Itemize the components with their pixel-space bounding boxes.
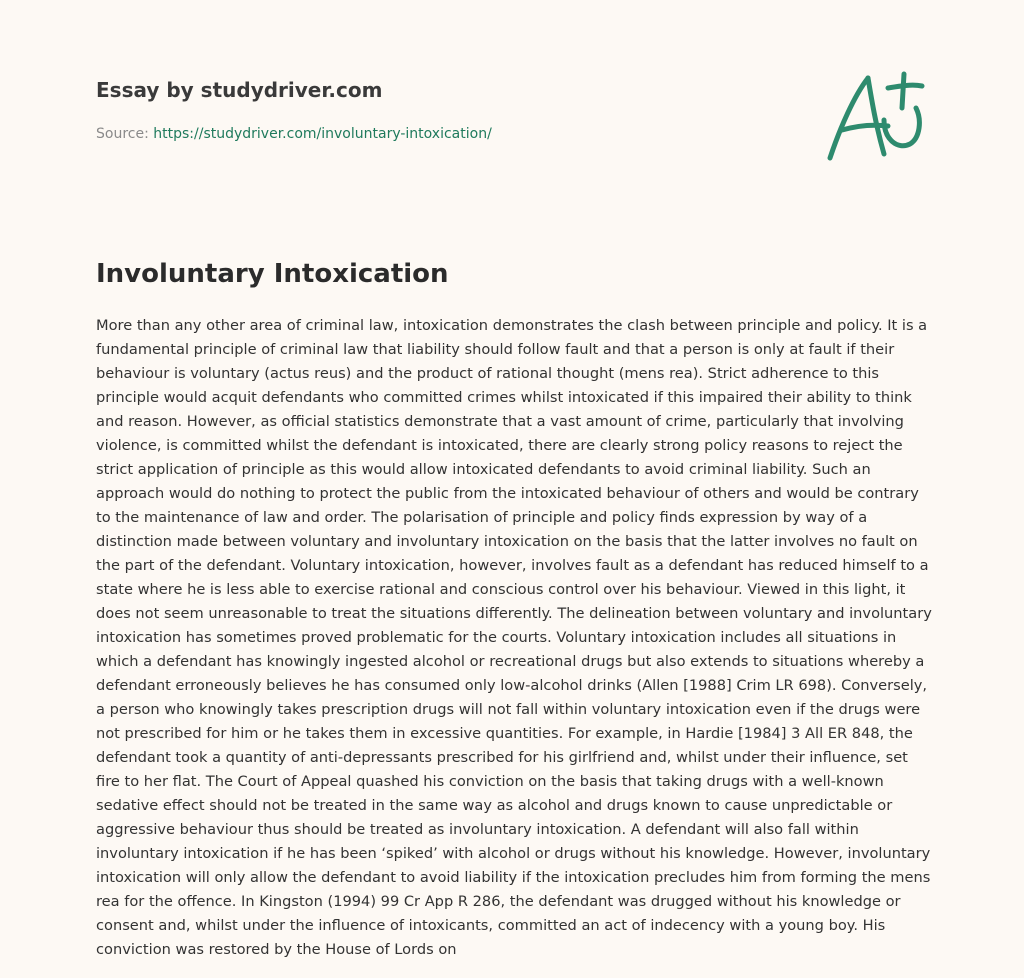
site-brand: Essay by studydriver.com xyxy=(96,78,383,102)
source-link[interactable]: https://studydriver.com/involuntary-intoxication/ xyxy=(153,126,492,142)
a-plus-logo xyxy=(822,68,928,164)
essay-title: Involuntary Intoxication xyxy=(96,259,449,289)
source-line xyxy=(96,124,796,144)
page-header xyxy=(96,76,796,144)
essay-body: More than any other area of criminal law, intoxication demonstrates the clash between principle and policy. It is a fundamental principle of criminal law that liability should follow fault and that a person is only at fault if their behaviour is voluntary (actus reus) and the product of rational thought (mens rea). Strict adherence to this principle would acquit defendants who committed crimes whilst intoxicated if this impaired their ability to think and reason. However, as official statistics demonstrate that a vast amount of crime, particularly that involving violence, is committed whilst the defendant is intoxicated, there are clearly strong policy reasons to reject the strict application of principle as this would allow intoxicated defendants to avoid criminal liability. Such an approach would do nothing to protect the public from the intoxicated behaviour of others and would be contrary to the maintenance of law and order. The polarisation of principle and policy finds expression by way of a distinction made between voluntary and involuntary intoxication on the basis that the latter involves no fault on the part of the defendant. Voluntary intoxication, however, involves fault as a defendant has reduced himself to a state where he is less able to exercise rational and conscious control over his behaviour. Viewed in this light, it does not seem unreasonable to treat the situations differently. The delineation between voluntary and involuntary intoxication has sometimes proved problematic for the courts. Voluntary intoxication includes all situations in which a defendant has knowingly ingested alcohol or recreational drugs but also extends to situations whereby a defendant erroneously believes he has consumed only low-alcohol drinks (Allen [1988] Crim LR 698). Conversely, a person who knowingly takes prescription drugs will not fall within voluntary intoxication even if the drugs were not prescribed for him or he takes them in excessive quantities. For example, in Hardie [1984] 3 All ER 848, the defendant took a quantity of anti-depressants prescribed for his girlfriend and, whilst under their influence, set fire to her flat. The Court of Appeal quashed his conviction on the basis that taking drugs with a well-known sedative effect should not be treated in the same way as alcohol and drugs known to cause unpredictable or aggressive behaviour thus should be treated as involuntary intoxication. A defendant will also fall within involuntary intoxication if he has been ‘spiked’ with alcohol or drugs without his knowledge. However, involuntary intoxication will only allow the defendant to avoid liability if the intoxication precludes him from forming the mens rea for the offence. In Kingston (1994) 99 Cr App R 286, the defendant was drugged without his knowledge or consent and, whilst under the influence of intoxicants, committed an act of indecency with a young boy. His conviction was restored by the House of Lords on xyxy=(96,317,932,958)
source-label: Source: xyxy=(96,126,154,142)
a-plus-icon xyxy=(822,68,928,164)
